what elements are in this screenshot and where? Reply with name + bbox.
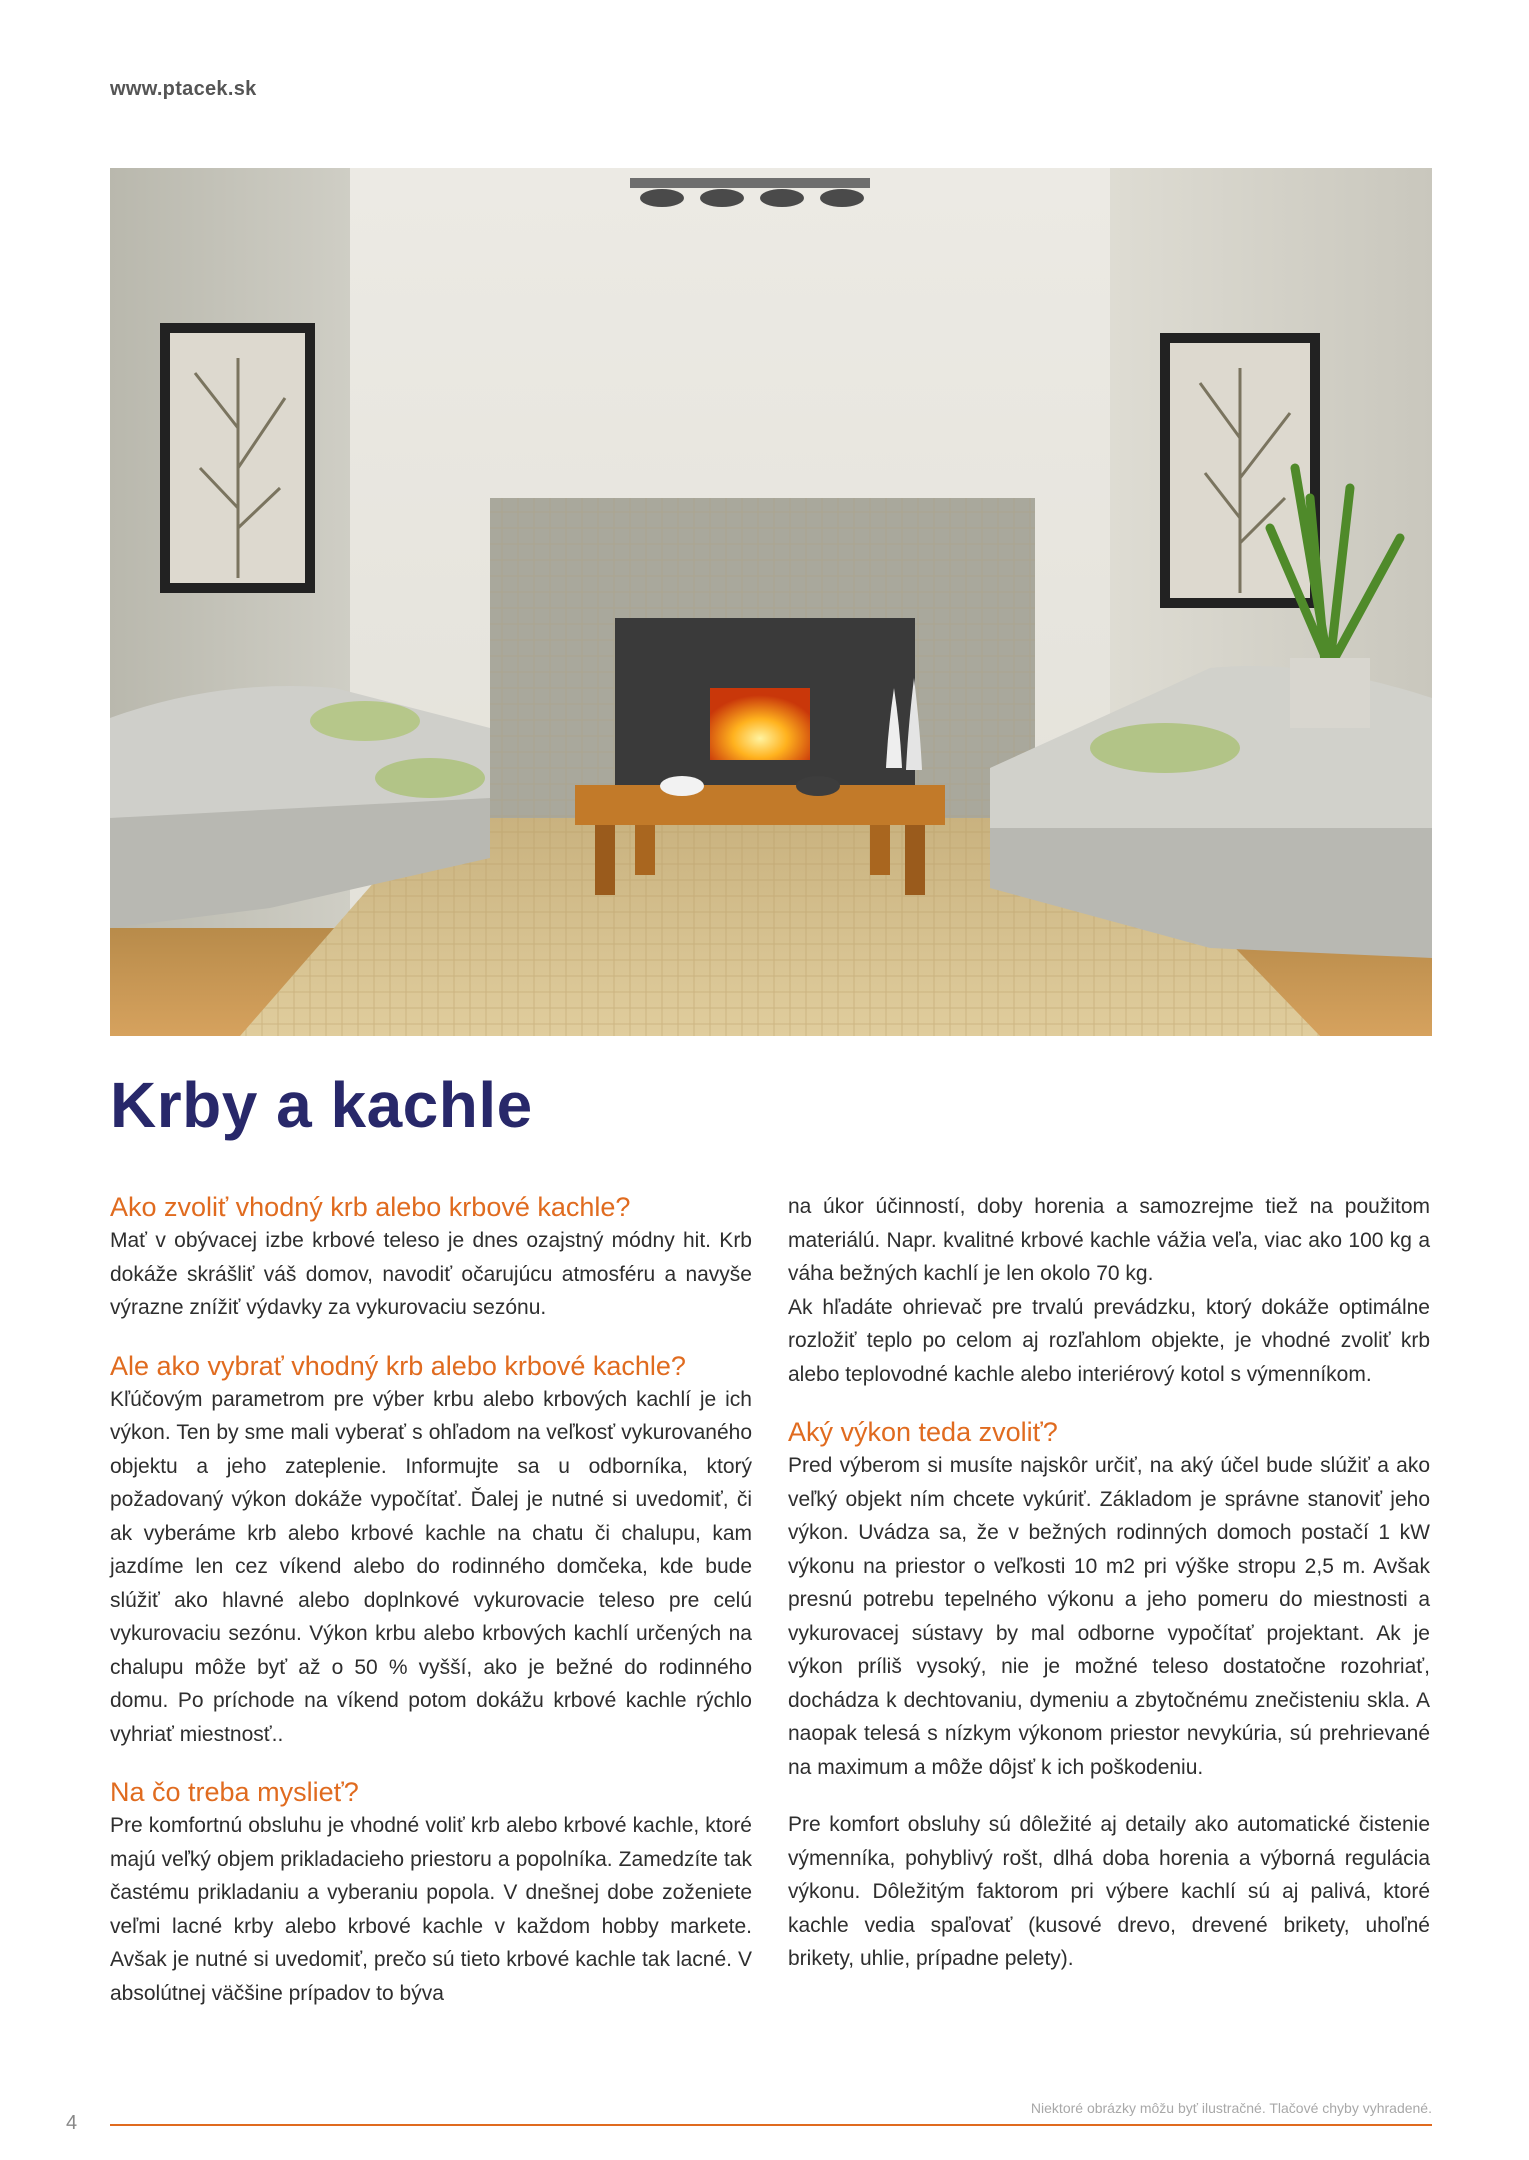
section-text: Pred výberom si musíte najskôr určiť, na aký účel bude slúžiť a ako veľký objekt ním chcete vykúriť. Základom je správne stanoviť jeho výkon. Uvádza sa, že v bežných rodinných domoch postačí 1 kW výkonu na priestor o veľkosti 10 m2 pri výške stropu 2,5 m. Avšak presnú potrebu tepelného výkonu a jeho pomeru do miestnosti a vykurovacej sústavy by mal odborne vypočítať projektant. Ak je výkon príliš vysoký, nie je možné teleso dostatočne rozohriať, dochádza k dechtovaniu, dymeniu a zbytočnému znečisteniu skla. A naopak telesá s nízkym výkonom priestor nevykúria, sú prehrievané na maximum a môže dôjsť k ich poškodeniu. [788, 1454, 1430, 1779]
page-number: 4 [66, 2112, 78, 2134]
section-text: Pre komfortnú obsluhu je vhodné voliť krb alebo krbové kachle, ktoré majú veľký objem prikladacieho priestoru a popolníka. Zamedzíte tak častému prikladaniu a vyberaniu popola. V dnešnej dobe zoženiete veľmi lacné krby alebo krbové kachle v každom hobby markete. Avšak je nutné si uvedomiť, prečo sú tieto krbové kachle tak lacné. V absolútnej väčšine prípadov to býva [110, 1814, 752, 2005]
living-room-fireplace-photo [110, 168, 1432, 1036]
paragraph: Pre komfort obsluhy sú dôležité aj detaily ako automatické čistenie výmenníka, pohyblivý rošt, dlhá doba horenia a výborná regulácia výkonu. Dôležitým faktorom pri výbere kachlí sú aj palivá, ktoré kachle vedia spaľovať (kusové drevo, drevené brikety, uhoľné brikety, uhlie, prípadne pelety). [788, 1813, 1430, 1970]
page-title: Krby a kachle [110, 1069, 533, 1141]
footer-divider [110, 2124, 1432, 2126]
paragraph: Ak hľadáte ohrievač pre trvalú prevádzku, ktorý dokáže optimálne rozložiť teplo po celom aj rozľahlom objekte, je vhodné zvoliť krb alebo teplovodné kachle alebo interiérový kotol s výmenníkom. [788, 1295, 1430, 1386]
section-heading: Na čo treba myslieť? [110, 1777, 359, 1807]
footer-disclaimer: Niektoré obrázky môžu byť ilustračné. Tlačové chyby vyhradené. [1030, 2100, 1432, 2116]
section-heading: Ale ako vybrať vhodný krb alebo krbové kachle? [110, 1350, 686, 1381]
left-column [110, 1190, 752, 2010]
continued-text: na úkor účinností, doby horenia a samozrejme tiež na použitom materiálú. Napr. kvalitné krbové kachle vážia veľa, viac ako 100 kg a váha bežných kachlí je len okolo 70 kg. [788, 1195, 1430, 1285]
section-text: Mať v obývacej izbe krbové teleso je dnes ozajstný módny hit. Krb dokáže skrášliť váš domov, navodiť očarujúcu atmosféru a navyše výrazne znížiť výdavky za vykurovaciu sezónu. [110, 1229, 752, 1319]
website-url[interactable]: www.ptacek.sk [110, 78, 257, 100]
section-text: Kľúčovým parametrom pre výber krbu alebo krbových kachlí je ich výkon. Ten by sme mali vyberať s ohľadom na veľkosť vykurovaného objektu a jeho zateplenie. Informujte sa u odborníka, ktorý požadovaný výkon dokáže vypočítať. Ďalej je nutné si uvedomiť, či ak vyberáme krb alebo krbové kachle na chatu či chalupu, kam jazdíme len cez víkend alebo do rodinného domčeka, kde bude slúžiť ako hlavné alebo doplnkové vykurovacie teleso pre celú vykurovaciu sezónu. Výkon krbu alebo krbových kachlí určených na chalupu môže byť až o 50 % vyšší, ako je bežné do rodinného domu. Po príchode na víkend potom dokážu krbové kachle rýchlo vyhriať miestnosť.. [110, 1387, 752, 1746]
section-heading: Aký výkon teda zvoliť? [788, 1417, 1058, 1447]
section-heading: Ako zvoliť vhodný krb alebo krbové kachle? [110, 1192, 631, 1222]
right-column [788, 1190, 1430, 1976]
